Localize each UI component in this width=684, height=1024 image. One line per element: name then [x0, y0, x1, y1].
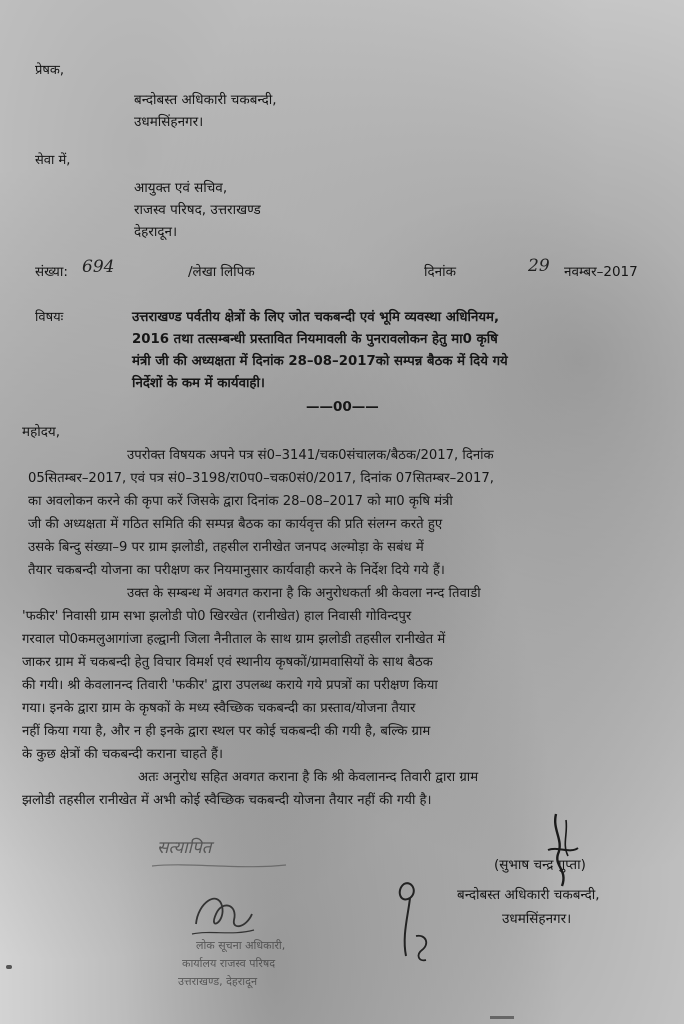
para2-line-4: जाकर ग्राम में चकबन्दी हेतु विचार विमर्श एवं स्थानीय कृषकों/ग्रामवासियों के साथ बैठक — [22, 655, 433, 670]
subject-divider: ——00—— — [306, 399, 379, 415]
attestation-stamp-line-2: कार्यालय राजस्व परिषद — [182, 957, 276, 970]
signatory-designation: बन्दोबस्त अधिकारी चकबन्दी, — [457, 887, 600, 903]
scan-speck — [6, 965, 12, 969]
reference-date-rest: नवम्बर–2017 — [564, 264, 638, 280]
para1-line-4: जी की अध्यक्षता में गठित समिति की सम्पन्न बैठक का कार्यवृत्त की प्रति संलग्न करते हुए — [28, 517, 443, 532]
para1-line-6: तैयार चकबन्दी योजना का परीक्षण कर नियमानुसार कार्यवाही करने के निर्देश दिये गये हैं। — [28, 563, 445, 578]
signatory-place: उधमसिंहनगर। — [502, 911, 572, 927]
reference-number-label: संख्या: — [35, 264, 68, 280]
para1-line-5: उसके बिन्दु संख्या–9 पर ग्राम झलोडी, तहसील रानीखेत जनपद अल्मोड़ा के सबंध में — [28, 540, 424, 555]
reference-number-value: 694 — [82, 257, 115, 277]
scan-speck — [490, 1016, 514, 1019]
para2-line-1: उक्त के सम्बन्ध में अवगत कराना है कि अनुरोधकर्ता श्री केवला नन्द तिवाडी — [127, 586, 481, 601]
reference-date-label: दिनांक — [424, 264, 457, 280]
attestation-handwritten: सत्यापित — [157, 838, 212, 858]
subject-label: विषयः — [35, 310, 64, 325]
subject-line-3: मंत्री जी की अध्यक्षता में दिनांक 28–08–2017को सम्पन्न बैठक में दिये गये — [132, 354, 508, 369]
para1-line-3: का अवलोकन करने की कृपा करें जिसके द्वारा दिनांक 28–08–2017 को मा0 कृषि मंत्री — [28, 494, 453, 509]
para1-line-2: 05सितम्बर–2017, एवं पत्र सं0–3198/रा0प0–चक0सं0/2017, दिनांक 07सितम्बर–2017, — [28, 471, 494, 486]
attestation-stamp-line-3: उत्तराखण्ड, देहरादून — [178, 975, 258, 988]
reference-date-day: 29 — [528, 256, 550, 276]
para2-line-5: की गयी। श्री केवलानन्द तिवारी 'फकीर' द्वारा उपलब्ध कराये गये प्रपत्रों का परीक्षण किया — [22, 678, 438, 693]
attestation-underline — [150, 860, 290, 872]
sender-heading: प्रेषक, — [35, 63, 65, 78]
para3-line-1: अतः अनुरोध सहित अवगत कराना है कि श्री केवलानन्द तिवारी द्वारा ग्राम — [138, 770, 479, 785]
salutation: महोदय, — [22, 424, 61, 440]
sender-office: बन्दोबस्त अधिकारी चकबन्दी, — [134, 92, 277, 108]
officer-signature — [538, 810, 588, 890]
recipient-office: राजस्व परिषद, उत्तराखण्ड — [134, 202, 261, 218]
recipient-title: आयुक्त एवं सचिव, — [134, 180, 228, 196]
handwritten-initials — [392, 876, 442, 966]
sender-place: उधमसिंहनगर। — [134, 114, 204, 130]
para2-line-7: नहीं किया गया है, और न ही इनके द्वारा स्थल पर कोई चकबन्दी की गयी है, बल्कि ग्राम — [22, 724, 431, 739]
para2-line-3: गरवाल पो0कमलुआगांजा हल्द्वानी जिला नैनीताल के साथ ग्राम झलोडी तहसील रानीखेत में — [22, 632, 446, 647]
para3-line-2: झलोडी तहसील रानीखेत में अभी कोई स्वैच्छिक चकबन्दी योजना तैयार नहीं की गयी है। — [22, 793, 432, 808]
para1-line-1: उपरोक्त विषयक अपने पत्र सं0–3141/चक0संचालक/बैठक/2017, दिनांक — [127, 448, 494, 463]
subject-line-1: उत्तराखण्ड पर्वतीय क्षेत्रों के लिए जोत चकबन्दी एवं भूमि व्यवस्था अधिनियम, — [132, 310, 500, 325]
recipient-heading: सेवा में, — [35, 153, 71, 168]
attestation-signature — [188, 884, 258, 944]
attestation-stamp-line-1: लोक सूचना अधिकारी, — [196, 939, 286, 952]
reference-section: /लेखा लिपिक — [188, 264, 255, 280]
subject-line-4: निर्देशों के कम में कार्यवाही। — [132, 376, 265, 391]
para2-line-6: गया। इनके द्वारा ग्राम के कृषकों के मध्य स्वैच्छिक चकबन्दी का प्रस्ताव/योजना तैयार — [22, 701, 416, 716]
para2-line-2: 'फकीर' निवासी ग्राम सभा झलोडी पो0 खिरखेत (रानीखेत) हाल निवासी गोविन्दपुर — [22, 609, 412, 624]
para2-line-8: के कुछ क्षेत्रों की चकबन्दी कराना चाहते हैं। — [22, 747, 224, 762]
subject-line-2: 2016 तथा तत्सम्बन्धी प्रस्तावित नियमावली के पुनरावलोकन हेतु मा0 कृषि — [132, 332, 498, 347]
signatory-name: (सुभाष चन्द्र गुप्ता) — [494, 857, 586, 873]
recipient-city: देहरादून। — [134, 224, 178, 240]
